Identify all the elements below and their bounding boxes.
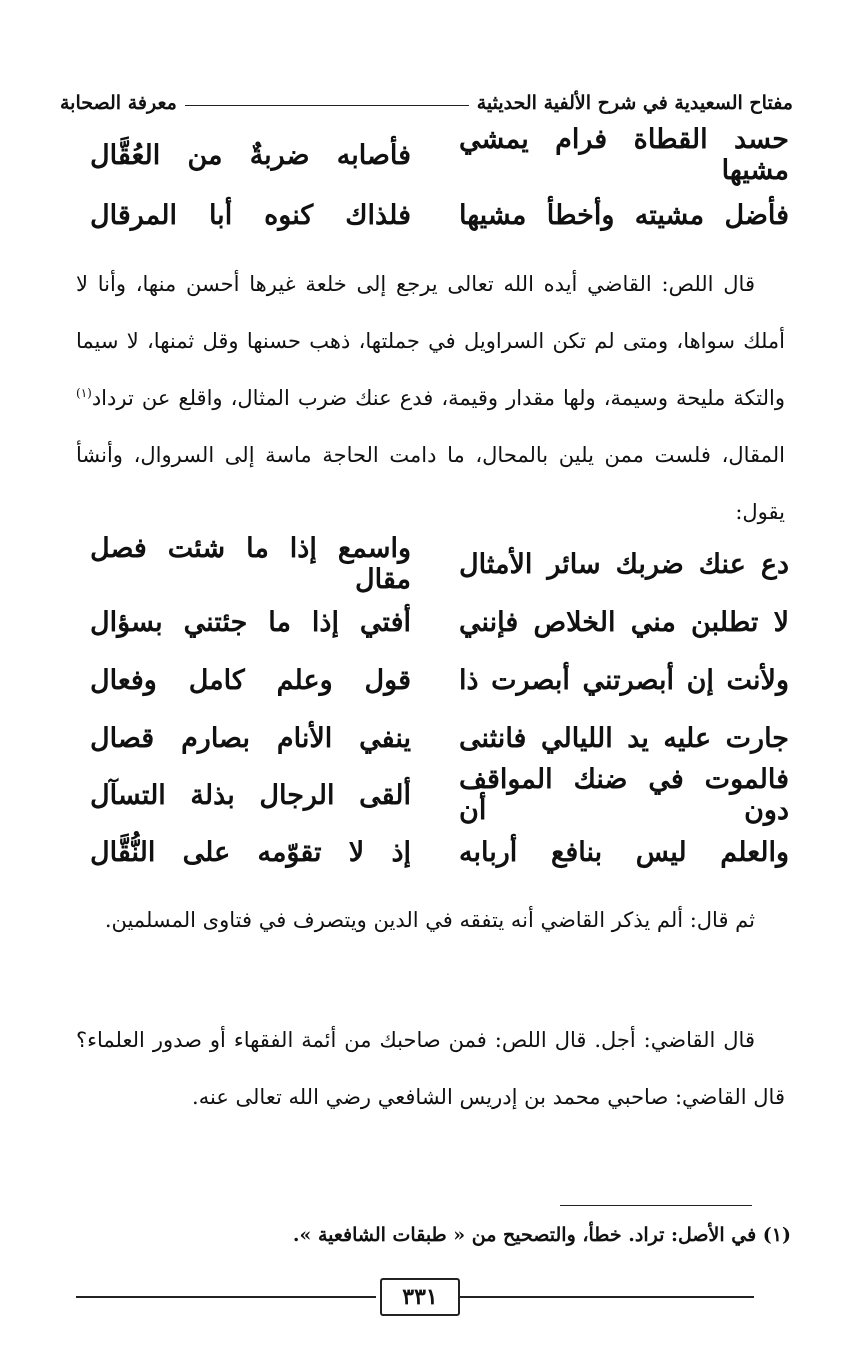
- verse-line: [60, 600, 793, 644]
- verse-second-hemistich: إذ لا تقوّمه على النُّقَّال: [90, 836, 411, 868]
- paragraph-text: ثم قال: ألم يذكر القاضي أنه يتفقه في الدين ويتصرف في فتاوى المسلمين.: [104, 908, 755, 932]
- verse-line: [60, 830, 793, 874]
- verse-line: [60, 764, 793, 826]
- verse-first-hemistich: فالموت في ضنك المواقف دون أن: [459, 764, 789, 826]
- header-rule: [185, 105, 469, 106]
- prose-paragraph: [76, 1012, 785, 1126]
- verse-first-hemistich: جارت عليه يد الليالي فانثنى: [459, 722, 789, 754]
- footer-rule-left: [76, 1296, 376, 1298]
- verse-second-hemistich: أفتي إذا ما جئتني بسؤال: [90, 606, 411, 638]
- verse-line: [60, 124, 793, 186]
- verse-second-hemistich: قول وعلم كامل وفعال: [90, 664, 411, 696]
- verse-first-hemistich: ولأنت إن أبصرتني أبصرت ذا: [459, 664, 789, 696]
- verse-second-hemistich: فأصابه ضربةٌ من العُقَّال: [90, 139, 411, 171]
- footer-rule-right: [460, 1296, 754, 1298]
- paragraph-text: المقال، فلست ممن يلين بالمحال، ما دامت الحاجة ماسة إلى السروال، وأنشأ يقول:: [76, 443, 785, 524]
- verse-line: [60, 658, 793, 702]
- verse-line: [60, 193, 793, 237]
- verse-second-hemistich: ينفي الأنام بصارم قصال: [90, 722, 411, 754]
- paragraph-text: قال القاضي: أجل. قال اللص: فمن صاحبك من أئمة الفقهاء أو صدور العلماء؟ قال القاضي: صاحبي محمد بن إدريس الشافعي رضي الله تعالى عنه.: [76, 1028, 785, 1109]
- verse-line: [60, 533, 793, 595]
- verse-first-hemistich: فأضل مشيته وأخطأ مشيها: [459, 199, 789, 231]
- book-title: مفتاح السعيدية في شرح الألفية الحديثية: [476, 92, 793, 114]
- verse-second-hemistich: ألقى الرجال بذلة التسآل: [90, 779, 411, 811]
- verse-second-hemistich: واسمع إذا ما شئت فصل مقال: [90, 533, 411, 595]
- prose-paragraph: [76, 256, 785, 541]
- verse-second-hemistich: فلذاك كنوه أبا المرقال: [90, 199, 411, 231]
- verse-first-hemistich: حسد القطاة فرام يمشي مشيها: [459, 124, 789, 186]
- verse-first-hemistich: دع عنك ضربك سائر الأمثال: [459, 548, 789, 580]
- footnote-marker: (١): [76, 386, 92, 400]
- verse-line: [60, 716, 793, 760]
- footnote-rule: [560, 1205, 752, 1206]
- page-number: ٣٣١: [380, 1278, 460, 1316]
- verse-first-hemistich: والعلم ليس بنافع أربابه: [459, 836, 789, 868]
- verse-first-hemistich: لا تطلبن مني الخلاص فإنني: [459, 606, 789, 638]
- footnote: (١) في الأصل: تراد. خطأ، والتصحيح من « طبقات الشافعية ».: [292, 1224, 791, 1246]
- prose-paragraph: [76, 892, 785, 949]
- section-title: معرفة الصحابة: [60, 92, 177, 114]
- running-header: [60, 84, 793, 114]
- paragraph-text: قال اللص: القاضي أيده الله تعالى يرجع إلى خلعة غيرها أحسن منها، وأنا لا أملك سواها، ومتى لم تكن السراويل في جملتها، ذهب حسنها وقل ثمنها، لا سيما والتكة مليحة وسيمة، ولها مقدار وقيمة، فدع عنك ضرب المثال، واقلع عن ترداد: [76, 272, 785, 410]
